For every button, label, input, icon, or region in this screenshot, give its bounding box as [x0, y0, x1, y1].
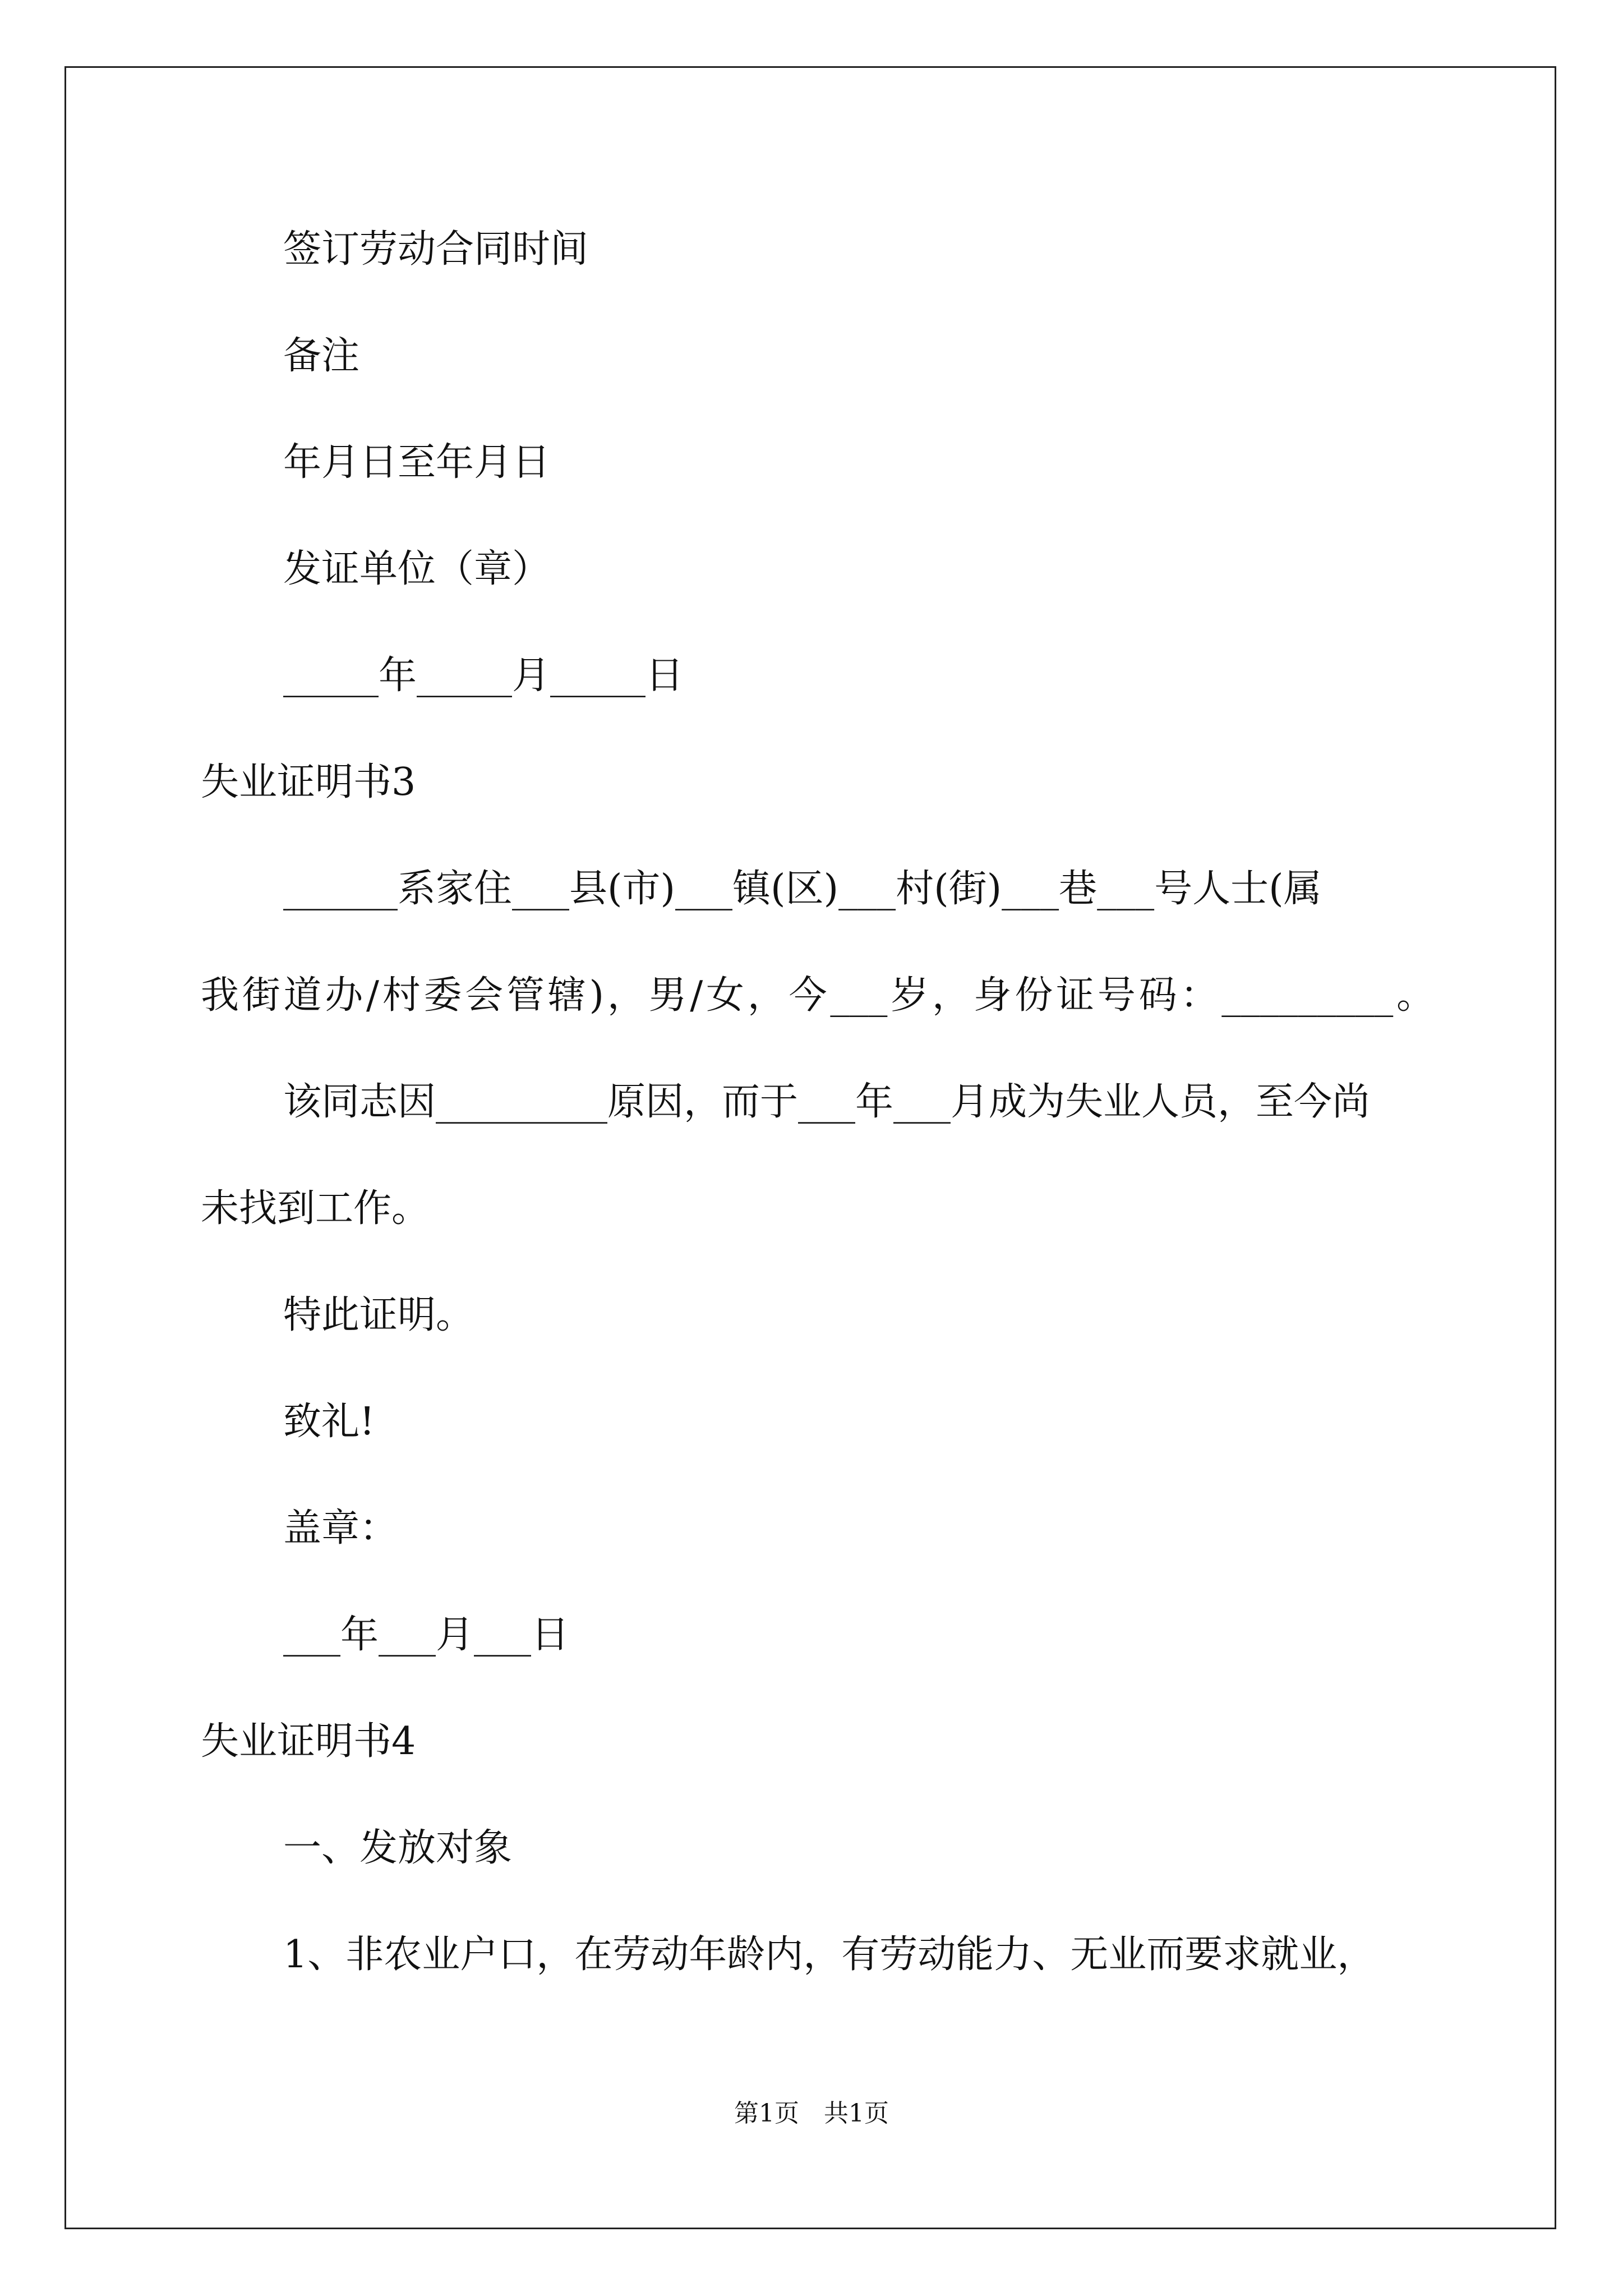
text-line-salutation: 致礼!	[283, 1400, 375, 1444]
text-line-date-range: 年月日至年月日	[283, 440, 551, 485]
subheading-target: 一、发放对象	[283, 1826, 513, 1870]
text-line-date-blank: _____年_____月_____日	[283, 654, 684, 698]
section-heading-3: 失业证明书3	[201, 760, 416, 804]
section-heading-4: 失业证明书4	[201, 1719, 416, 1764]
paragraph-line-reason: 该同志因_________原因，而于___年___月成为失业人员，至今尚	[283, 1080, 1371, 1124]
page-border	[64, 66, 1556, 2229]
list-item-1: 1、非农业户口，在劳动年龄内，有劳动能力、无业而要求就业，	[283, 1932, 1376, 1977]
text-line-remarks: 备注	[283, 334, 360, 378]
text-line-hereby-certify: 特此证明。	[283, 1293, 474, 1337]
text-line-seal: 盖章：	[283, 1506, 398, 1550]
paragraph-line-no-job: 未找到工作。	[201, 1186, 430, 1231]
text-line-date-signature: ___年___月___日	[283, 1613, 570, 1657]
paragraph-line-identity: 我街道办/村委会管辖)，男/女，今___岁，身份证号码：_________。	[201, 973, 1435, 1018]
text-line-issuer-seal: 发证单位（章）	[283, 547, 551, 591]
page-footer: 第1页 共1页	[734, 2099, 889, 2128]
text-line-contract-time: 签订劳动合同时间	[283, 227, 589, 272]
paragraph-line-address: ______系家住___县(市)___镇(区)___村(街)___巷___号人士(属	[283, 867, 1322, 911]
